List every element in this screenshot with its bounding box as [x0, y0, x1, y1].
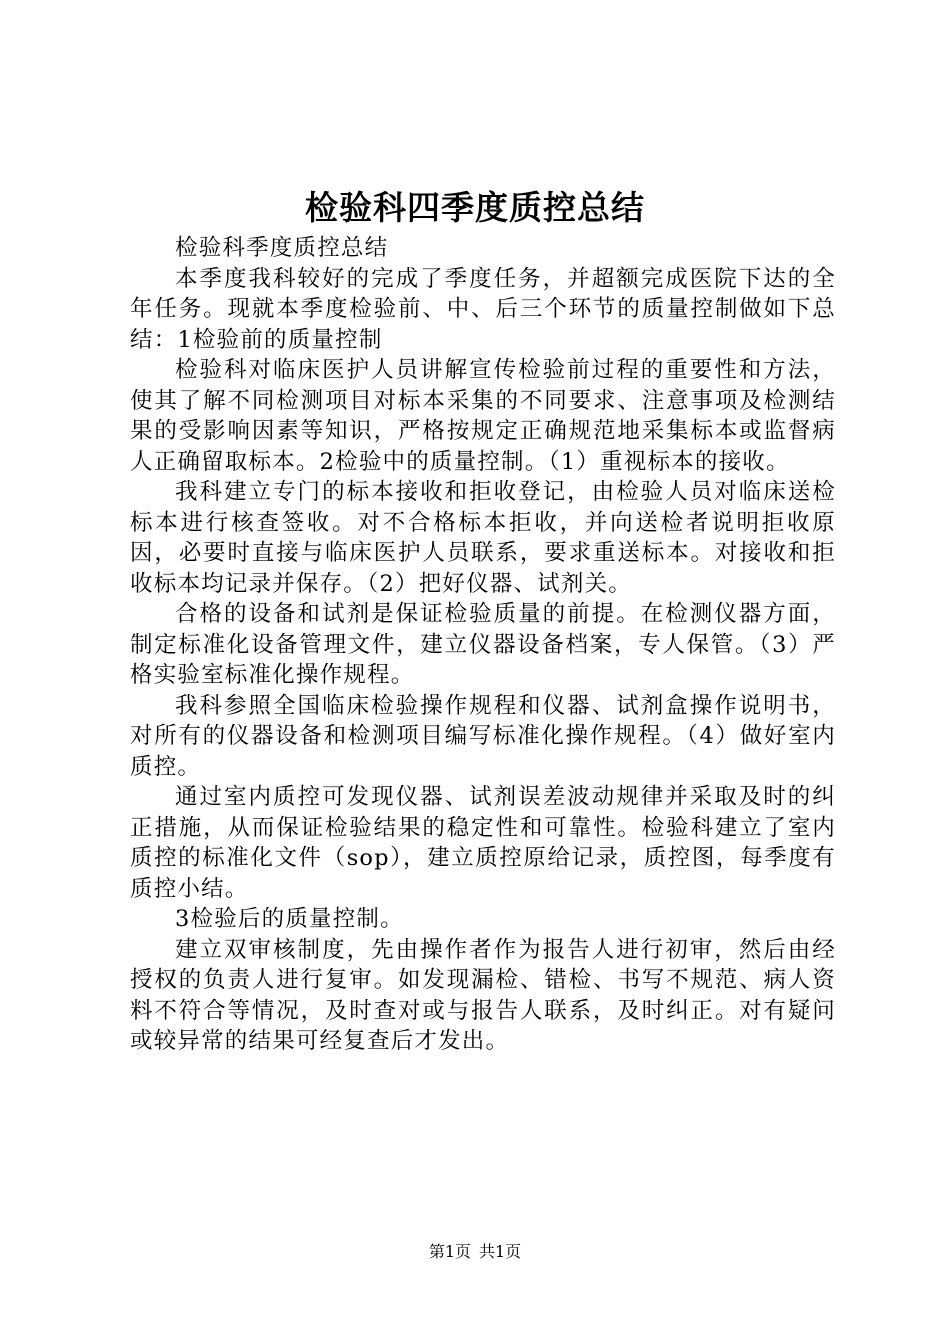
- paragraph-specimen-receipt: 我科建立专门的标本接收和拒收登记，由检验人员对临床送检标本进行核查签收。对不合格标本拒收，并向送检者说明拒收原因，必要时直接与临床医护人员联系，要求重送标本。对接收和拒收标本均记录并保存。（2）把好仪器、试剂关。: [130, 479, 836, 597]
- paragraph-double-review: 建立双审核制度，先由操作者作为报告人进行初审，然后由经授权的负责人进行复审。如发现漏检、错检、书写不规范、病人资料不符合等情况，及时查对或与报告人联系，及时纠正。对有疑问或较异常的结果可经复查后才发出。: [130, 936, 836, 1054]
- paragraph-internal-qc: 通过室内质控可发现仪器、试剂误差波动规律并采取及时的纠正措施，从而保证检验结果的稳定性和可靠性。检验科建立了室内质控的标准化文件（sop），建立质控原给记录，质控图，每季度有质控小结。: [130, 784, 836, 902]
- paragraph-subtitle: 检验科季度质控总结: [175, 235, 389, 261]
- paragraph-sop: 我科参照全国临床检验操作规程和仪器、试剂盒操作说明书，对所有的仪器设备和检测项目编写标准化操作规程。（4）做好室内质控。: [130, 692, 836, 780]
- page-total: 共1页: [479, 1242, 522, 1261]
- document-title: 检验科四季度质控总结: [305, 188, 645, 227]
- paragraph-equipment-reagents: 合格的设备和试剂是保证检验质量的前提。在检测仪器方面，制定标准化设备管理文件，建立仪器设备档案，专人保管。（3）严格实验室标准化操作规程。: [130, 601, 836, 688]
- paragraph-intro: 本季度我科较好的完成了季度任务，并超额完成医院下达的全年任务。现就本季度检验前、中、后三个环节的质量控制做如下总结：1检验前的质量控制: [130, 265, 836, 353]
- document-body: [130, 233, 836, 1057]
- paragraph-pre-analytic: 检验科对临床医护人员讲解宣传检验前过程的重要性和方法，使其了解不同检测项目对标本采集的不同要求、注意事项及检测结果的受影响因素等知识，严格按规定正确规范地采集标本或监督病人正确留取标本。2检验中的质量控制。（1）重视标本的接收。: [130, 357, 836, 475]
- paragraph-post-analytic-heading: 3检验后的质量控制。: [175, 906, 404, 932]
- page-footer: [0, 1240, 950, 1264]
- page-number: 第1页: [428, 1242, 471, 1261]
